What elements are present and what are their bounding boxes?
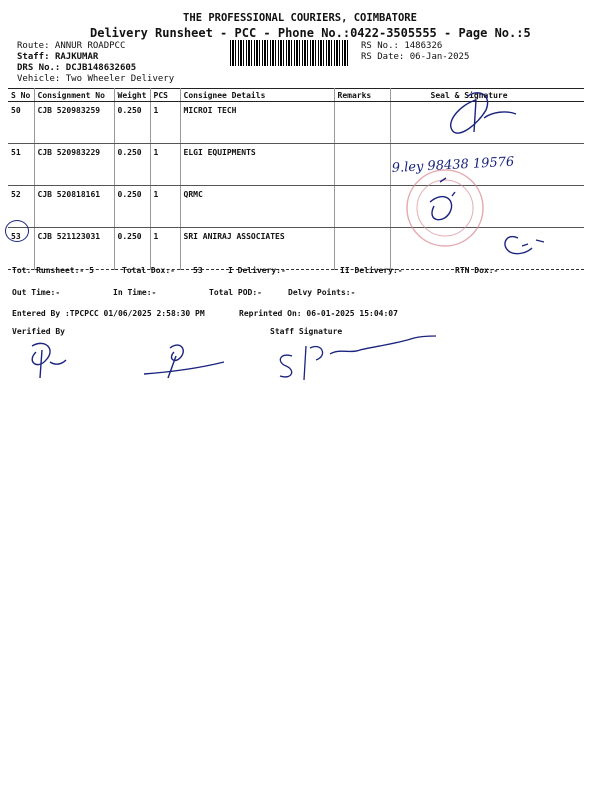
company-seal-stamp [407, 170, 483, 246]
cell-sno: 51 [8, 144, 34, 186]
cell-sno: 50 [8, 102, 34, 144]
cell-weight: 0.250 [114, 228, 150, 270]
cell-sno: 53 [8, 228, 34, 270]
cell-pcs: 1 [150, 144, 180, 186]
cell-consignee: QRMC [180, 186, 334, 228]
staff-value: RAJKUMAR [54, 52, 99, 62]
rs-date: RS Date: 06-Jan-2025 [361, 52, 470, 62]
col-consignee: Consignee Details [180, 89, 334, 102]
entered-by: Entered By :TPCPCC 01/06/2025 2:58:30 PM [12, 309, 205, 318]
verified-by-signature-2 [144, 345, 224, 378]
cell-pcs: 1 [150, 102, 180, 144]
route-line: Route: ANNUR ROADPCC [17, 41, 126, 51]
col-remarks: Remarks [334, 89, 390, 102]
company-name: THE PROFESSIONAL COURIERS, COIMBATORE [183, 12, 417, 24]
cell-weight: 0.250 [114, 186, 150, 228]
col-weight: Weight [114, 89, 150, 102]
cell-consignee: MICROI TECH [180, 102, 334, 144]
col-sno: S No [8, 89, 34, 102]
total-runsheet: Tot. Runsheet:- 5 [12, 266, 94, 275]
vehicle-line: Vehicle: Two Wheeler Delivery [17, 74, 175, 84]
col-seal: Seal & Signature [390, 89, 584, 102]
cell-consignee: ELGI EQUIPMENTS [180, 144, 334, 186]
delvy-points: Delvy Points:- [288, 288, 356, 297]
ii-delivery: II Delivery:- [340, 266, 403, 275]
row-51-handwritten-note: 9.ley 98438 19576 [391, 154, 515, 176]
rtn-dox: RTN Dox:- [455, 266, 499, 275]
i-delivery: I Delivery:- [228, 266, 286, 275]
cell-consignment: CJB 521123031 [34, 228, 114, 270]
cell-pcs: 1 [150, 228, 180, 270]
drs-label: DRS No.: [17, 63, 61, 73]
row-53-signature [505, 237, 544, 254]
cell-consignment: CJB 520818161 [34, 186, 114, 228]
in-time: In Time:- [113, 288, 157, 297]
staff-signature-label: Staff Signature [270, 327, 343, 336]
drs-value: DCJB148632605 [65, 63, 137, 73]
total-pod: Total POD:- [209, 288, 262, 297]
staff-label: Staff: [17, 52, 50, 62]
verified-by-signature-1 [32, 343, 66, 378]
row-50-signature [451, 93, 516, 133]
cell-consignee: SRI ANIRAJ ASSOCIATES [180, 228, 334, 270]
cell-weight: 0.250 [114, 102, 150, 144]
total-dox-label: Total Dox:- [122, 266, 175, 275]
verified-by-label: Verified By [12, 327, 65, 336]
cell-pcs: 1 [150, 186, 180, 228]
col-pcs: PCS [150, 89, 180, 102]
total-dox-value: 53 [193, 266, 203, 275]
cell-sno: 52 [8, 186, 34, 228]
rs-number: RS No.: 1486326 [361, 41, 443, 51]
cell-weight: 0.250 [114, 144, 150, 186]
cell-consignment: CJB 520983259 [34, 102, 114, 144]
cell-consignment: CJB 520983229 [34, 144, 114, 186]
staff-signature-mark [280, 336, 436, 380]
out-time: Out Time:- [12, 288, 61, 297]
col-consignment: Consignment No [34, 89, 114, 102]
reprinted-on: Reprinted On: 06-01-2025 15:04:07 [239, 309, 398, 318]
row-52-signature [430, 178, 455, 220]
runsheet-title: Delivery Runsheet - PCC - Phone No.:0422-3505555 - Page No.:5 [90, 26, 531, 40]
